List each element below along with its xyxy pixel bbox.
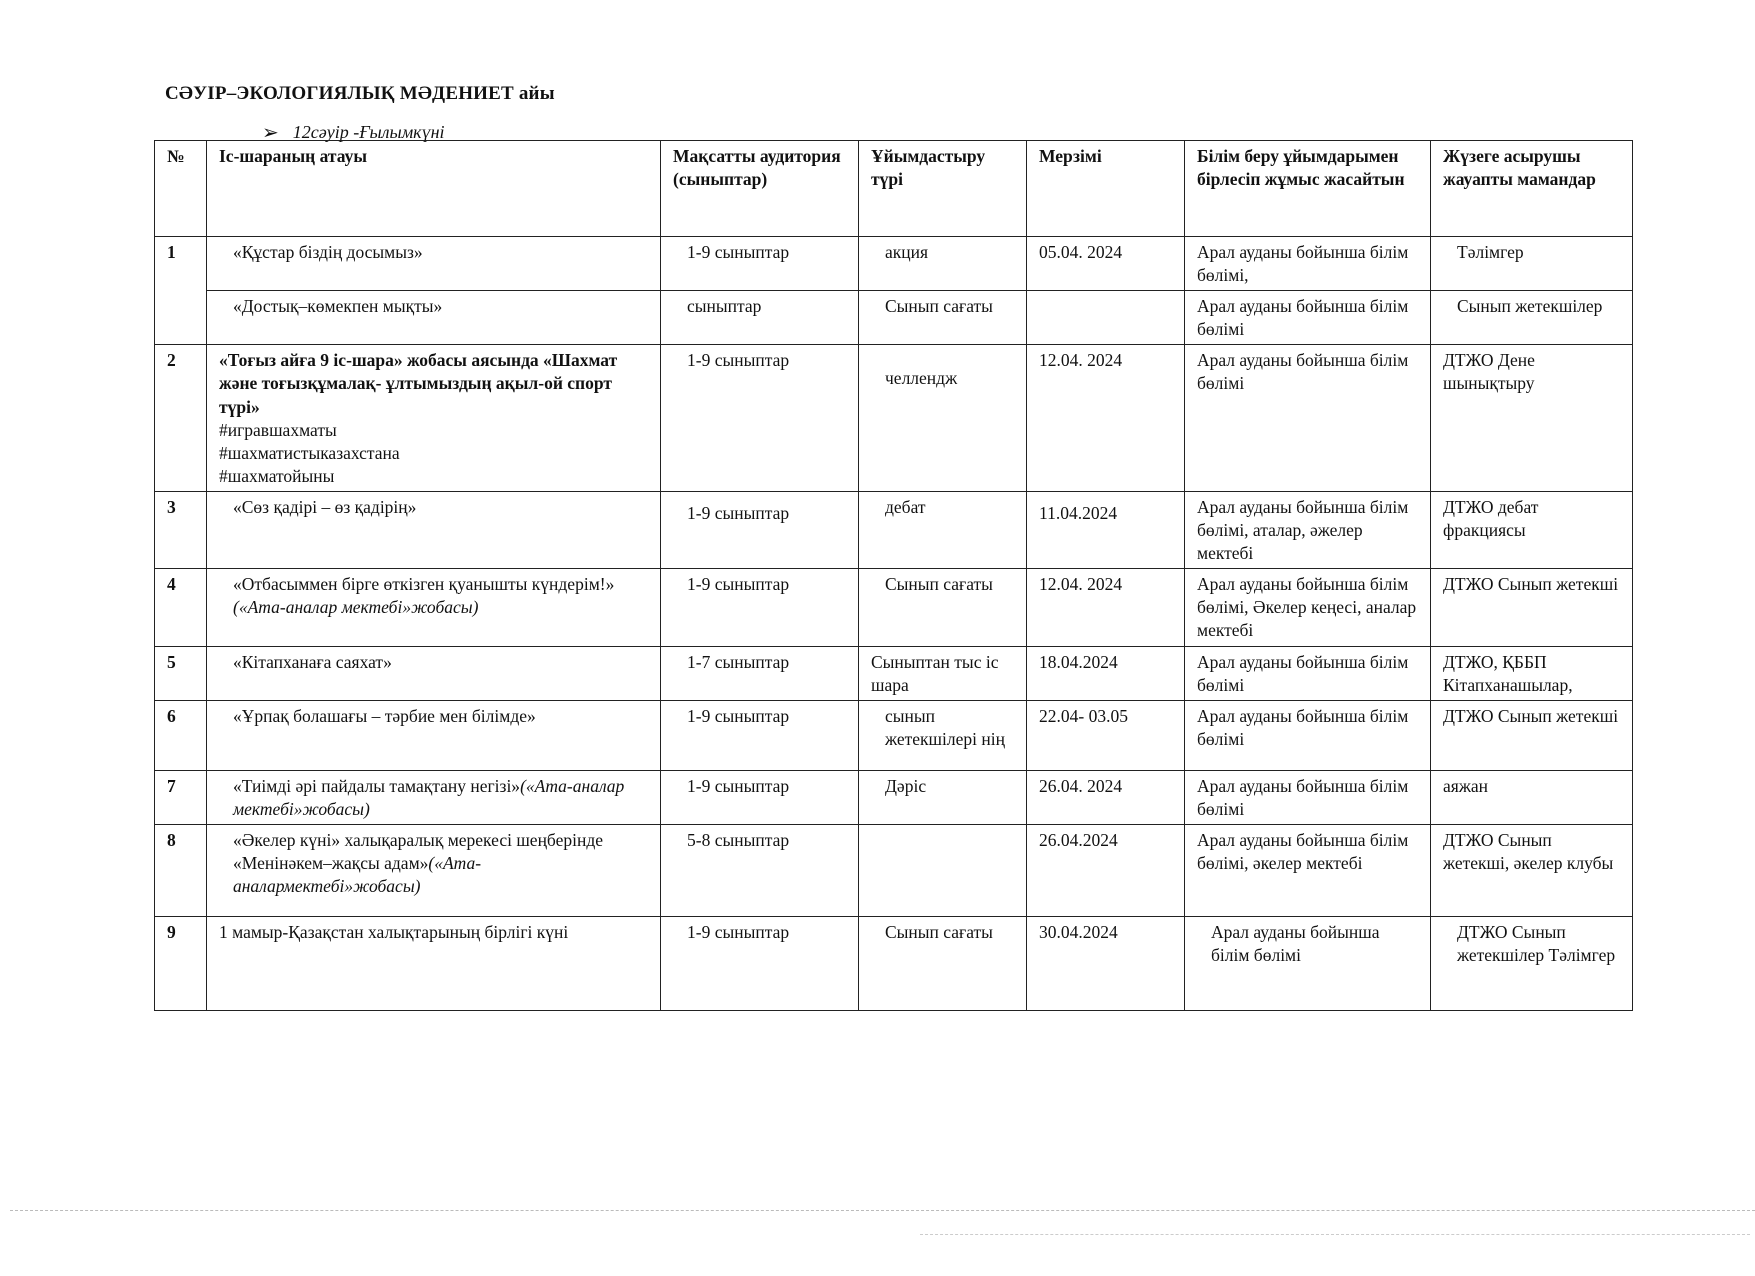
page-title: СӘУІР–ЭКОЛОГИЯЛЫҚ МӘДЕНИЕТ айы [165, 83, 555, 104]
row-partners: Арал ауданы бойынша білім бөлімі, [1185, 237, 1431, 291]
hashtag: #игравшахматы [219, 419, 337, 440]
row-event: «Құстар біздің досымыз» [207, 237, 661, 291]
row-event: 1 мамыр-Қазақстан халықтарының бірлігі күні [207, 916, 661, 1010]
row-partners: Арал ауданы бойынша білім бөлімі, Әкелер кеңесі, аналар мектебі [1185, 569, 1431, 646]
row-date: 26.04. 2024 [1027, 770, 1185, 824]
row-audience: 1-9 сыныптар [661, 916, 859, 1010]
hashtag: #шахматойыны [219, 465, 335, 486]
row-form [859, 824, 1027, 916]
row-num: 1 [155, 237, 207, 345]
header-form: Ұйымдастыру түрі [859, 141, 1027, 237]
header-num: № [155, 141, 207, 237]
row-num: 9 [155, 916, 207, 1010]
row-event [207, 824, 661, 916]
table-row [155, 237, 1633, 291]
row-num: 6 [155, 700, 207, 770]
row-num: 5 [155, 646, 207, 700]
row-num: 7 [155, 770, 207, 824]
row-form: дебат [859, 491, 1027, 568]
row-form: Сынып сағаты [859, 291, 1027, 345]
row-responsible: ДТЖО Сынып жетекшілер Тәлімгер [1431, 916, 1633, 1010]
table-row [155, 569, 1633, 646]
row-responsible: Тәлімгер [1431, 237, 1633, 291]
row-responsible: Сынып жетекшілер [1431, 291, 1633, 345]
row-event: «Ұрпақ болашағы – тәрбие мен білімде» [207, 700, 661, 770]
row-num: 3 [155, 491, 207, 568]
table-row [155, 646, 1633, 700]
row-event-project: («Ата-аналар мектебі»жобасы) [233, 597, 479, 618]
row-responsible: ДТЖО Сынып жетекші [1431, 569, 1633, 646]
row-event: «Достық–көмекпен мықты» [207, 291, 661, 345]
row-partners: Арал ауданы бойынша білім бөлімі [1185, 770, 1431, 824]
row-audience: 1-7 сыныптар [661, 646, 859, 700]
table-row [155, 770, 1633, 824]
row-form: Сыныптан тыс іс шара [859, 646, 1027, 700]
row-partners: Арал ауданы бойынша білім бөлімі [1185, 700, 1431, 770]
row-form: акция [859, 237, 1027, 291]
row-responsible: ДТЖО Дене шынықтыру [1431, 345, 1633, 492]
row-form: Дәріс [859, 770, 1027, 824]
row-audience: сыныптар [661, 291, 859, 345]
row-date: 12.04. 2024 [1027, 345, 1185, 492]
scan-artifact-line [10, 1210, 1755, 1211]
row-responsible: ДТЖО, ҚББП Кітапханашылар, [1431, 646, 1633, 700]
table-row [155, 491, 1633, 568]
row-event-title: «Отбасыммен бірге өткізген қуанышты күндерім!» [233, 574, 615, 595]
row-audience: 1-9 сыныптар [661, 237, 859, 291]
header-partners: Білім беру ұйымдарымен бірлесіп жұмыс жасайтын [1185, 141, 1431, 237]
row-partners: Арал ауданы бойынша білім бөлімі [1185, 291, 1431, 345]
header-event: Іс-шараның атауы [207, 141, 661, 237]
row-partners: Арал ауданы бойынша білім бөлімі, әкелер мектебі [1185, 824, 1431, 916]
row-date: 11.04.2024 [1027, 491, 1185, 568]
row-audience: 1-9 сыныптар [661, 770, 859, 824]
row-partners: Арал ауданы бойынша білім бөлімі [1185, 646, 1431, 700]
row-date [1027, 291, 1185, 345]
row-event [207, 569, 661, 646]
table-row [155, 291, 1633, 345]
row-event-project: («Ата-аналар мектебі»жобасы) [233, 775, 625, 819]
table-row [155, 345, 1633, 492]
row-partners: Арал ауданы бойынша білім бөлімі [1185, 916, 1431, 1010]
subtitle-text: 12сәуір -Ғылымкүні [292, 122, 445, 142]
row-responsible: ДТЖО дебат фракциясы [1431, 491, 1633, 568]
row-date: 30.04.2024 [1027, 916, 1185, 1010]
row-audience: 1-9 сыныптар [661, 700, 859, 770]
row-event: «Сөз қадірі – өз қадірің» [207, 491, 661, 568]
table-header-row [155, 141, 1633, 237]
row-partners: Арал ауданы бойынша білім бөлімі [1185, 345, 1431, 492]
header-date: Мерзімі [1027, 141, 1185, 237]
row-event [207, 345, 661, 492]
row-form: сынып жетекшілері нің [859, 700, 1027, 770]
row-event-title: «Әкелер күні» халықаралық мерекесі шеңберінде «Менінәкем–жақсы адам» [233, 829, 604, 873]
row-form: челлендж [859, 345, 1027, 492]
header-audience: Мақсатты аудитория (сыныптар) [661, 141, 859, 237]
row-audience: 1-9 сыныптар [661, 569, 859, 646]
row-num: 2 [155, 345, 207, 492]
row-audience: 1-9 сыныптар [661, 345, 859, 492]
events-table [154, 140, 1633, 1011]
row-event-project: («Ата-аналармектебі»жобасы) [233, 852, 482, 897]
row-event-title: «Тиімді әрі пайдалы тамақтану негізі» [233, 775, 521, 796]
table-row [155, 824, 1633, 916]
row-partners: Арал ауданы бойынша білім бөлімі, аталар, әжелер мектебі [1185, 491, 1431, 568]
row-num: 8 [155, 824, 207, 916]
header-responsible: Жүзеге асырушы жауапты мамандар [1431, 141, 1633, 237]
row-audience: 5-8 сыныптар [661, 824, 859, 916]
row-responsible: ДТЖО Сынып жетекші [1431, 700, 1633, 770]
row-form: Сынып сағаты [859, 569, 1027, 646]
row-form: Сынып сағаты [859, 916, 1027, 1010]
scan-artifact-line [920, 1234, 1750, 1235]
row-responsible: ДТЖО Сынып жетекші, әкелер клубы [1431, 824, 1633, 916]
row-date: 05.04. 2024 [1027, 237, 1185, 291]
row-audience: 1-9 сыныптар [661, 491, 859, 568]
row-date: 26.04.2024 [1027, 824, 1185, 916]
row-event-title: «Тоғыз айға 9 іс-шара» жобасы аясында «Шахмат және тоғызқұмалақ- ұлтымыздың ақыл-ой спорт түрі» [219, 350, 618, 417]
hashtag: #шахматистыказахстана [219, 442, 400, 463]
row-num: 4 [155, 569, 207, 646]
arrow-right-icon: ➢ [262, 122, 279, 144]
row-responsible: аяжан [1431, 770, 1633, 824]
row-date: 18.04.2024 [1027, 646, 1185, 700]
row-event: «Кітапханаға саяхат» [207, 646, 661, 700]
table-row [155, 700, 1633, 770]
row-event [207, 770, 661, 824]
table-row [155, 916, 1633, 1010]
row-date: 22.04- 03.05 [1027, 700, 1185, 770]
row-date: 12.04. 2024 [1027, 569, 1185, 646]
